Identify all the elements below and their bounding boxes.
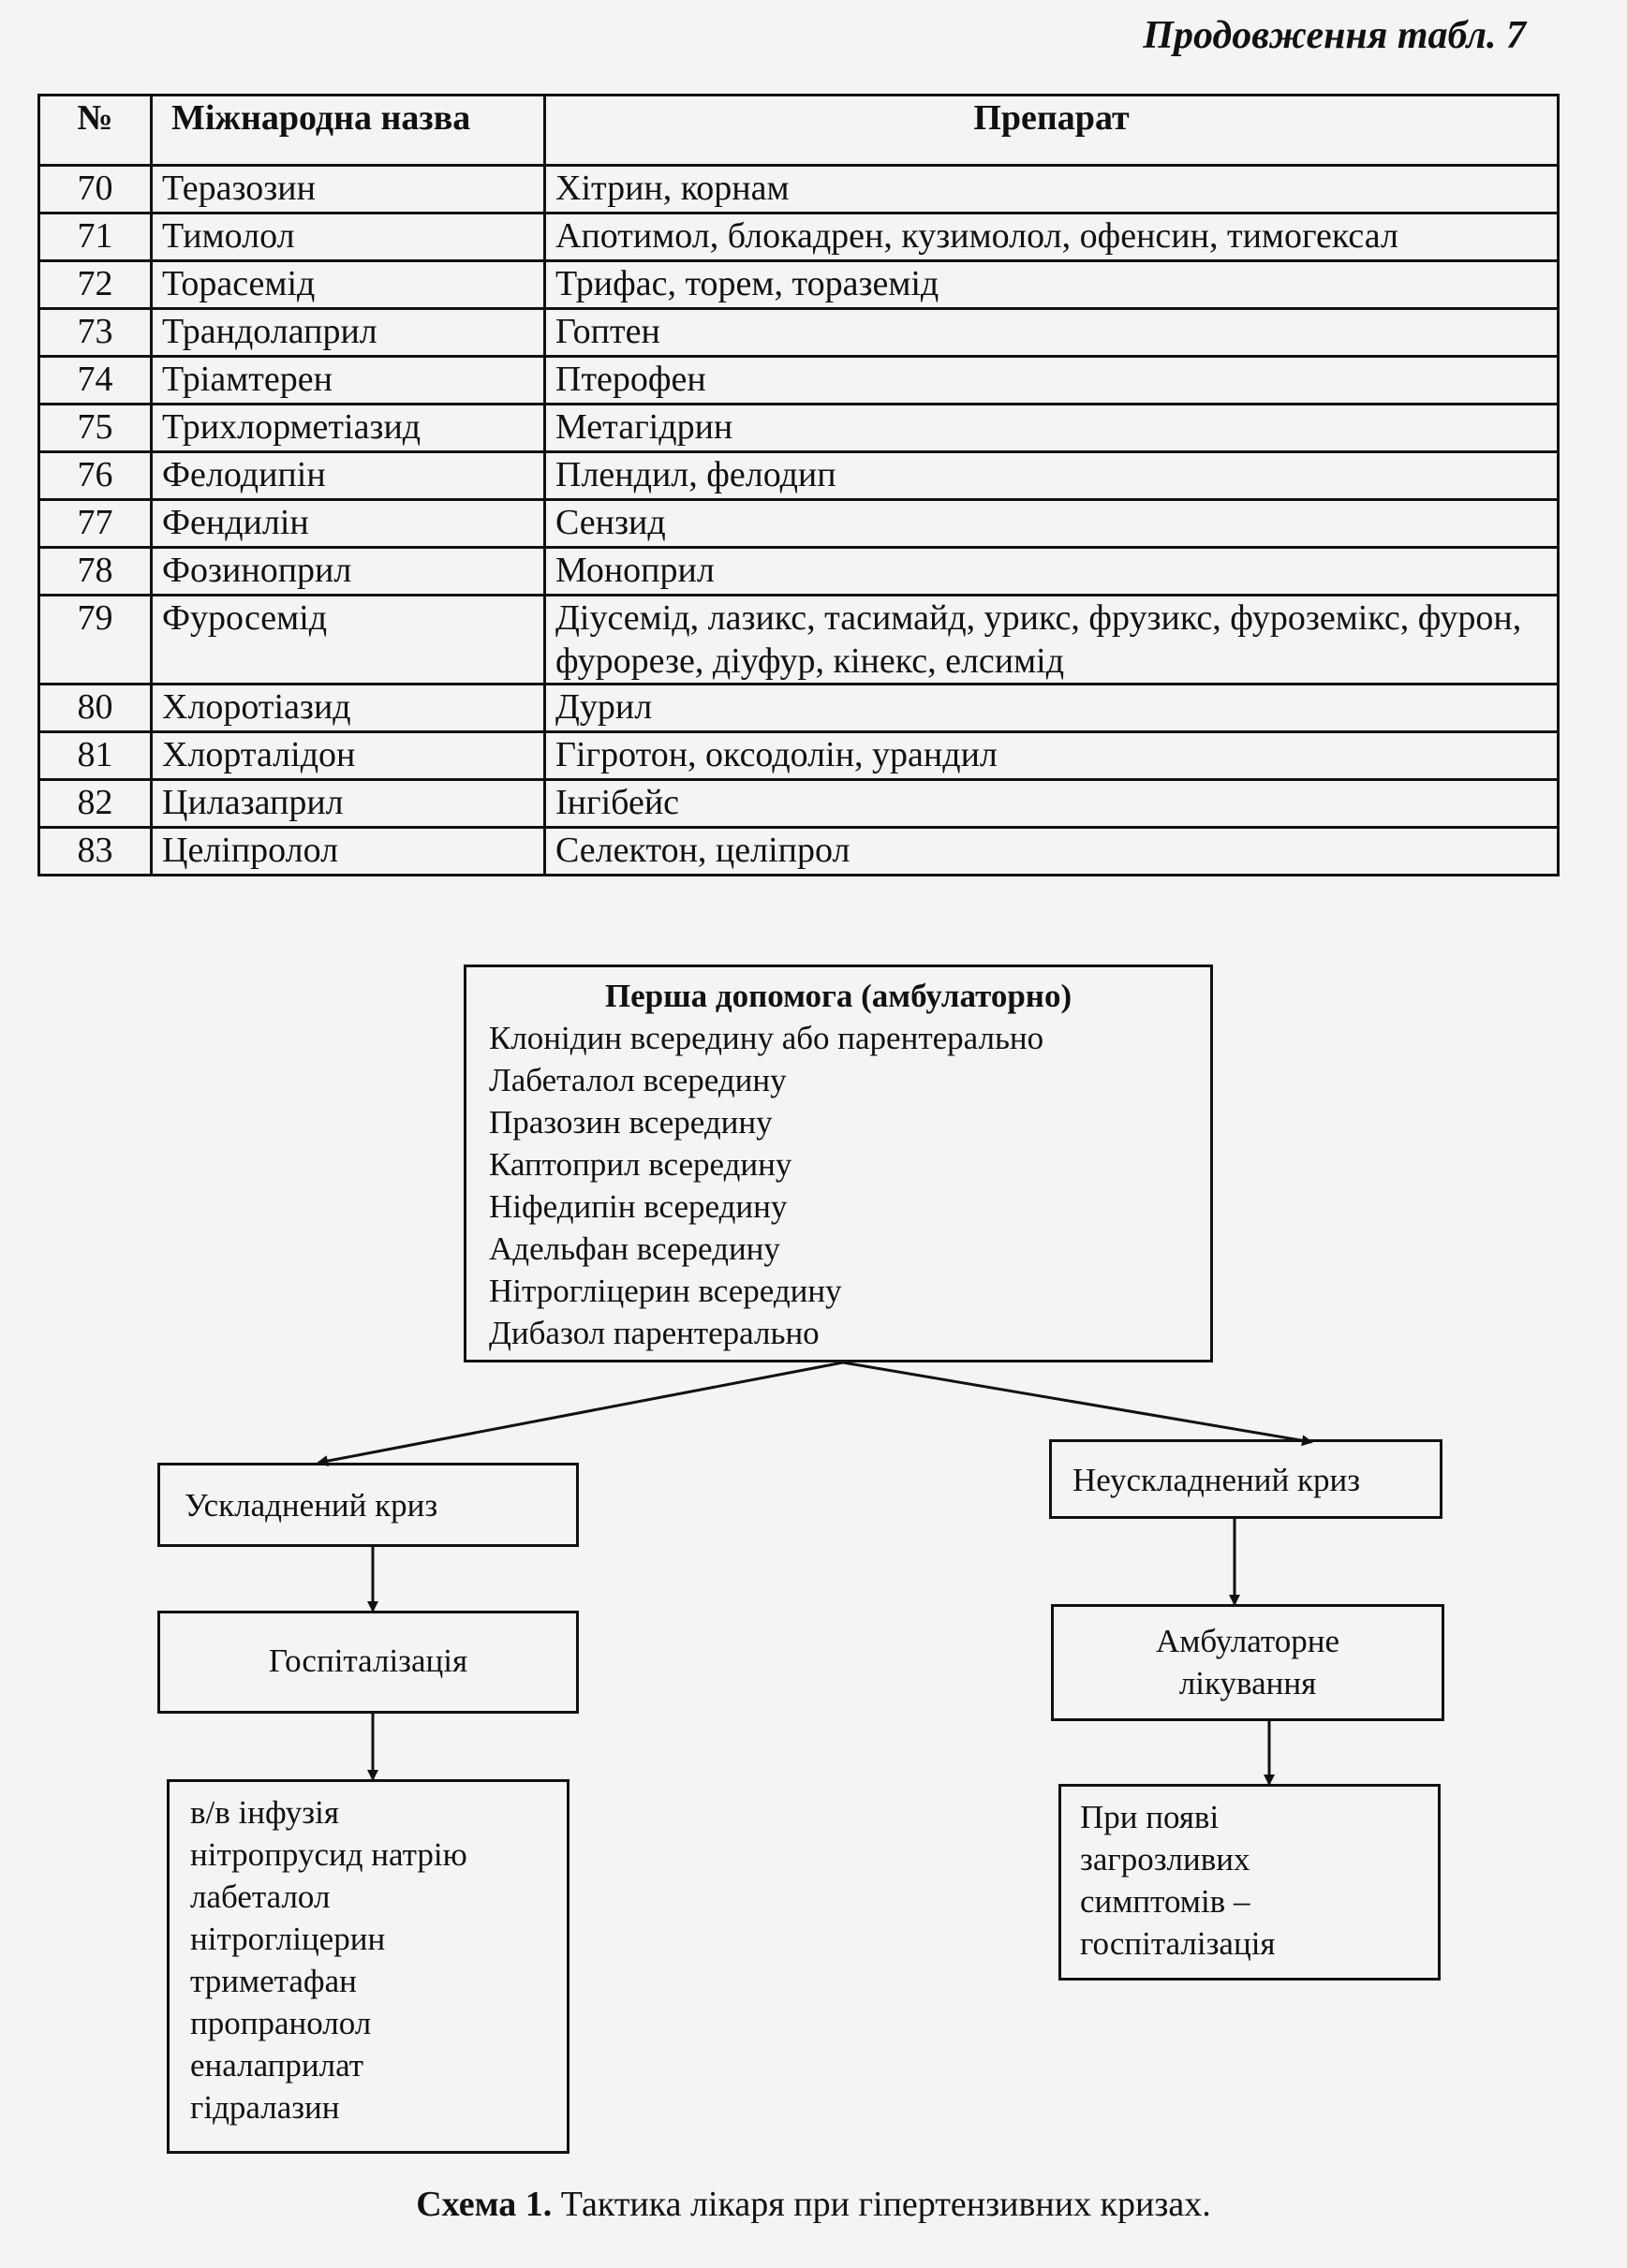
row-number: 81	[39, 732, 152, 780]
row-intl-name: Трихлорметіазид	[152, 405, 545, 452]
row-drug: Апотимол, блокадрен, кузимолол, офенсин, тимогексал	[545, 214, 1559, 261]
row-drug: Птерофен	[545, 357, 1559, 405]
row-number: 77	[39, 500, 152, 548]
row-intl-name: Фозиноприл	[152, 548, 545, 596]
first-aid-item: Каптоприл всередину	[489, 1146, 792, 1183]
first-aid-item: Адельфан всередину	[489, 1230, 780, 1267]
row-intl-name: Тимолол	[152, 214, 545, 261]
arrow-to-complicated	[318, 1362, 843, 1463]
row-intl-name: Теразозин	[152, 166, 545, 214]
row-drug: Гоптен	[545, 309, 1559, 357]
row-drug: Моноприл	[545, 548, 1559, 596]
iv-infusion-item: нітрогліцерин	[190, 1921, 386, 1957]
row-drug: Селектон, целіпрол	[545, 828, 1559, 876]
hospitalization-label: Госпіталізація	[268, 1642, 468, 1679]
iv-infusion-item: в/в інфузія	[190, 1794, 339, 1831]
complicated-crisis-label: Ускладнений криз	[185, 1487, 438, 1524]
iv-infusion-item: лабеталол	[190, 1878, 331, 1915]
row-number: 73	[39, 309, 152, 357]
row-intl-name: Цилазаприл	[152, 780, 545, 828]
row-intl-name: Хлоротіазид	[152, 685, 545, 732]
row-drug: Плендил, фелодип	[545, 452, 1559, 500]
iv-infusion-item: еналаприлат	[190, 2047, 363, 2084]
iv-infusion-box	[167, 1779, 569, 2154]
row-intl-name: Тріамтерен	[152, 357, 545, 405]
caption-text: Тактика лікаря при гіпертензивних кризах.	[560, 2185, 1211, 2224]
danger-line: загрозливих	[1080, 1841, 1250, 1878]
row-number: 80	[39, 685, 152, 732]
row-number: 70	[39, 166, 152, 214]
row-number: 71	[39, 214, 152, 261]
first-aid-item: Нітрогліцерин всередину	[489, 1273, 842, 1309]
arrow-to-uncomplicated	[843, 1362, 1311, 1442]
row-number: 83	[39, 828, 152, 876]
row-drug: Метагідрин	[545, 405, 1559, 452]
row-number: 76	[39, 452, 152, 500]
row-drug: Сензид	[545, 500, 1559, 548]
complicated-crisis-box	[157, 1463, 579, 1547]
iv-infusion-item: пропранолол	[190, 2005, 372, 2041]
iv-infusion-item: триметафан	[190, 1963, 357, 1999]
row-drug: Гігротон, оксодолін, урандил	[545, 732, 1559, 780]
row-number: 79	[39, 596, 152, 685]
row-intl-name: Фендилін	[152, 500, 545, 548]
iv-infusion-item: нітропрусид натрію	[190, 1836, 467, 1873]
first-aid-item: Клонідин всередину або парентерально	[489, 1020, 1044, 1056]
row-intl-name: Целіпролол	[152, 828, 545, 876]
first-aid-item: Ніфедипін всередину	[489, 1188, 788, 1225]
col-header-intl-name: Міжнародна назва	[152, 96, 545, 166]
danger-line: При появі	[1080, 1799, 1220, 1835]
row-number: 78	[39, 548, 152, 596]
first-aid-item: Празозин всередину	[489, 1104, 773, 1141]
danger-line: госпіталізація	[1080, 1925, 1276, 1962]
uncomplicated-crisis-label: Неускладнений криз	[1072, 1462, 1361, 1498]
uncomplicated-crisis-box	[1049, 1439, 1442, 1519]
scheme-caption	[0, 2184, 1627, 2225]
row-drug: Дурил	[545, 685, 1559, 732]
row-intl-name: Фуросемід	[152, 596, 545, 685]
row-intl-name: Хлорталідон	[152, 732, 545, 780]
row-number: 72	[39, 261, 152, 309]
row-number: 82	[39, 780, 152, 828]
row-drug: Інгібейс	[545, 780, 1559, 828]
row-intl-name: Фелодипін	[152, 452, 545, 500]
first-aid-item: Дибазол парентерально	[489, 1315, 820, 1351]
iv-infusion-item: гідралазин	[190, 2089, 340, 2126]
danger-symptoms-box	[1058, 1784, 1441, 1981]
hospitalization-box	[157, 1611, 579, 1714]
first-aid-item: Лабеталол всередину	[489, 1062, 787, 1098]
row-drug: Діусемід, лазикс, тасимайд, урикс, фрузикс, фуроземікс, фурон, фурорезе, діуфур, кінекс, елсимід	[545, 596, 1559, 685]
ambulatory-treatment-box	[1051, 1604, 1444, 1721]
ambulatory-line-2: лікування	[1178, 1665, 1317, 1701]
row-number: 74	[39, 357, 152, 405]
danger-line: симптомів –	[1080, 1883, 1250, 1920]
table-continuation-label: Продовження табл. 7	[1143, 14, 1526, 57]
row-drug: Хітрин, корнам	[545, 166, 1559, 214]
ambulatory-line-1: Амбулаторне	[1155, 1623, 1340, 1659]
first-aid-box	[464, 965, 1213, 1362]
col-header-number: №	[39, 96, 152, 166]
row-drug: Трифас, торем, тораземід	[545, 261, 1559, 309]
col-header-drug: Препарат	[545, 96, 1559, 166]
row-intl-name: Торасемід	[152, 261, 545, 309]
row-number: 75	[39, 405, 152, 452]
caption-label: Схема 1.	[416, 2185, 553, 2224]
row-intl-name: Трандолаприл	[152, 309, 545, 357]
first-aid-title: Перша допомога (амбулаторно)	[604, 978, 1072, 1014]
